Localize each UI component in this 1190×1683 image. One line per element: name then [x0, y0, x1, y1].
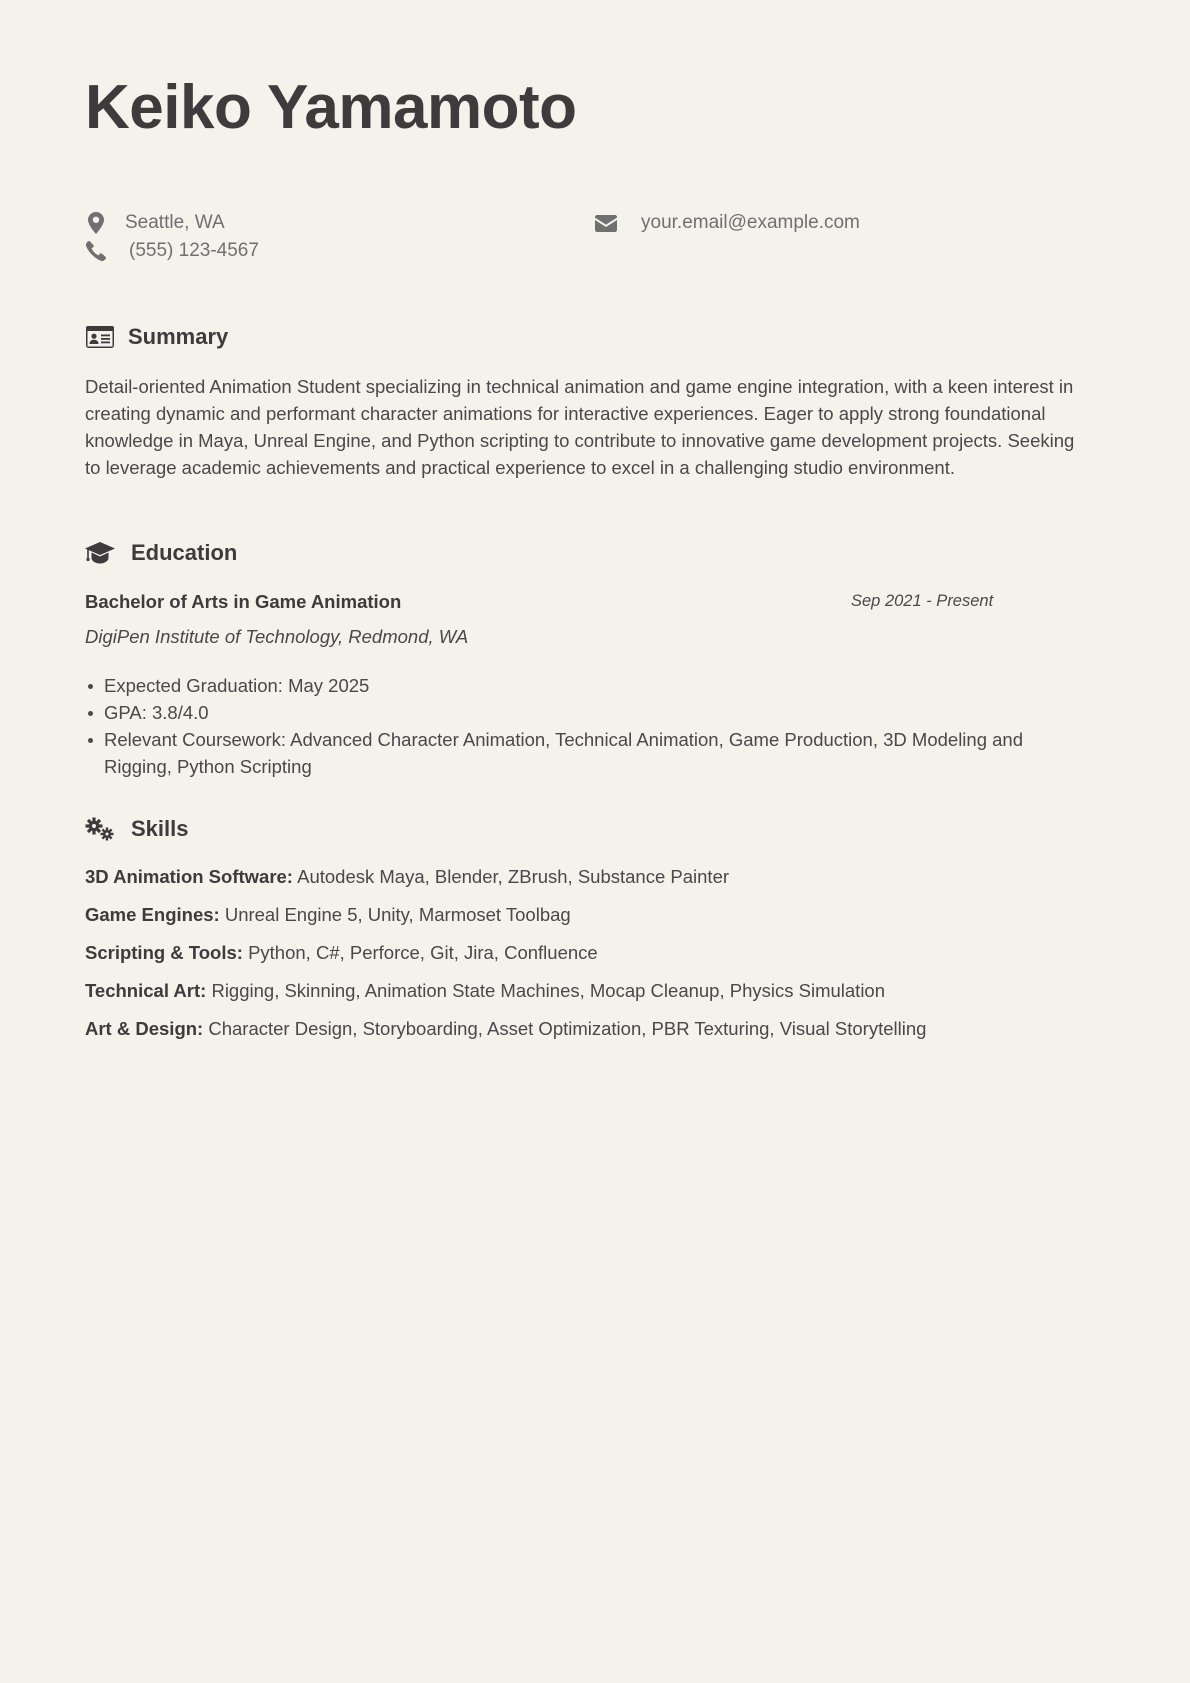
summary-heading	[85, 322, 228, 352]
skill-row	[85, 904, 571, 926]
list-item: GPA: 3.8/4.0	[104, 699, 1085, 726]
email-text: your.email@example.com	[641, 212, 860, 233]
phone-text: (555) 123-4567	[129, 240, 259, 261]
education-degree: Bachelor of Arts in Game Animation	[85, 591, 402, 612]
skills-title: Skills	[131, 816, 189, 841]
list-item: Expected Graduation: May 2025	[104, 672, 1085, 699]
skill-row	[85, 980, 885, 1002]
skill-category: Game Engines:	[85, 904, 220, 925]
skill-values: Python, C#, Perforce, Git, Jira, Confluence	[248, 942, 598, 963]
list-item: Relevant Coursework: Advanced Character Animation, Technical Animation, Game Production, 3D Modeling and Rigging, Python Scripting	[104, 726, 1085, 780]
education-dates: Sep 2021 - Present	[851, 592, 994, 610]
skill-category: 3D Animation Software:	[85, 866, 293, 887]
cogs-icon	[85, 814, 115, 844]
education-details	[85, 672, 1085, 780]
skills-heading	[85, 814, 188, 844]
skill-row	[85, 942, 598, 964]
phone-icon	[85, 240, 107, 262]
summary-text: Detail-oriented Animation Student specializing in technical animation and game engine integration, with a keen interest in creating dynamic and performant character animations for interactive experiences. Eager to apply strong foundational knowledge in Maya, Unreal Engine, and Python scripting to contribute to innovative game development projects. Seeking to leverage academic achievements and practical experience to excel in a challenging studio environment.	[85, 376, 1075, 478]
skill-values: Unreal Engine 5, Unity, Marmoset Toolbag	[224, 904, 571, 925]
contact-location	[85, 210, 225, 236]
location-text: Seattle, WA	[125, 212, 225, 233]
skill-category: Art & Design:	[85, 1018, 204, 1039]
map-marker-icon	[85, 212, 107, 234]
skill-row	[85, 1018, 926, 1040]
education-school: DigiPen Institute of Technology, Redmond, WA	[85, 626, 469, 647]
graduation-cap-icon	[85, 538, 115, 568]
contact-email	[595, 210, 860, 236]
envelope-icon	[595, 212, 617, 234]
contact-phone	[85, 238, 259, 264]
candidate-name: Keiko Yamamoto	[85, 73, 577, 142]
skill-values: Rigging, Skinning, Animation State Machines, Mocap Cleanup, Physics Simulation	[211, 980, 886, 1001]
skill-values: Character Design, Storyboarding, Asset Optimization, PBR Texturing, Visual Storytelling	[208, 1018, 927, 1039]
id-card-icon	[85, 322, 115, 352]
education-title: Education	[131, 540, 238, 565]
skill-values: Autodesk Maya, Blender, ZBrush, Substance Painter	[297, 866, 730, 887]
skill-category: Scripting & Tools:	[85, 942, 243, 963]
education-heading	[85, 538, 237, 568]
skill-category: Technical Art:	[85, 980, 207, 1001]
skill-row	[85, 866, 729, 888]
summary-title: Summary	[128, 324, 229, 349]
contact-info	[85, 210, 1085, 270]
